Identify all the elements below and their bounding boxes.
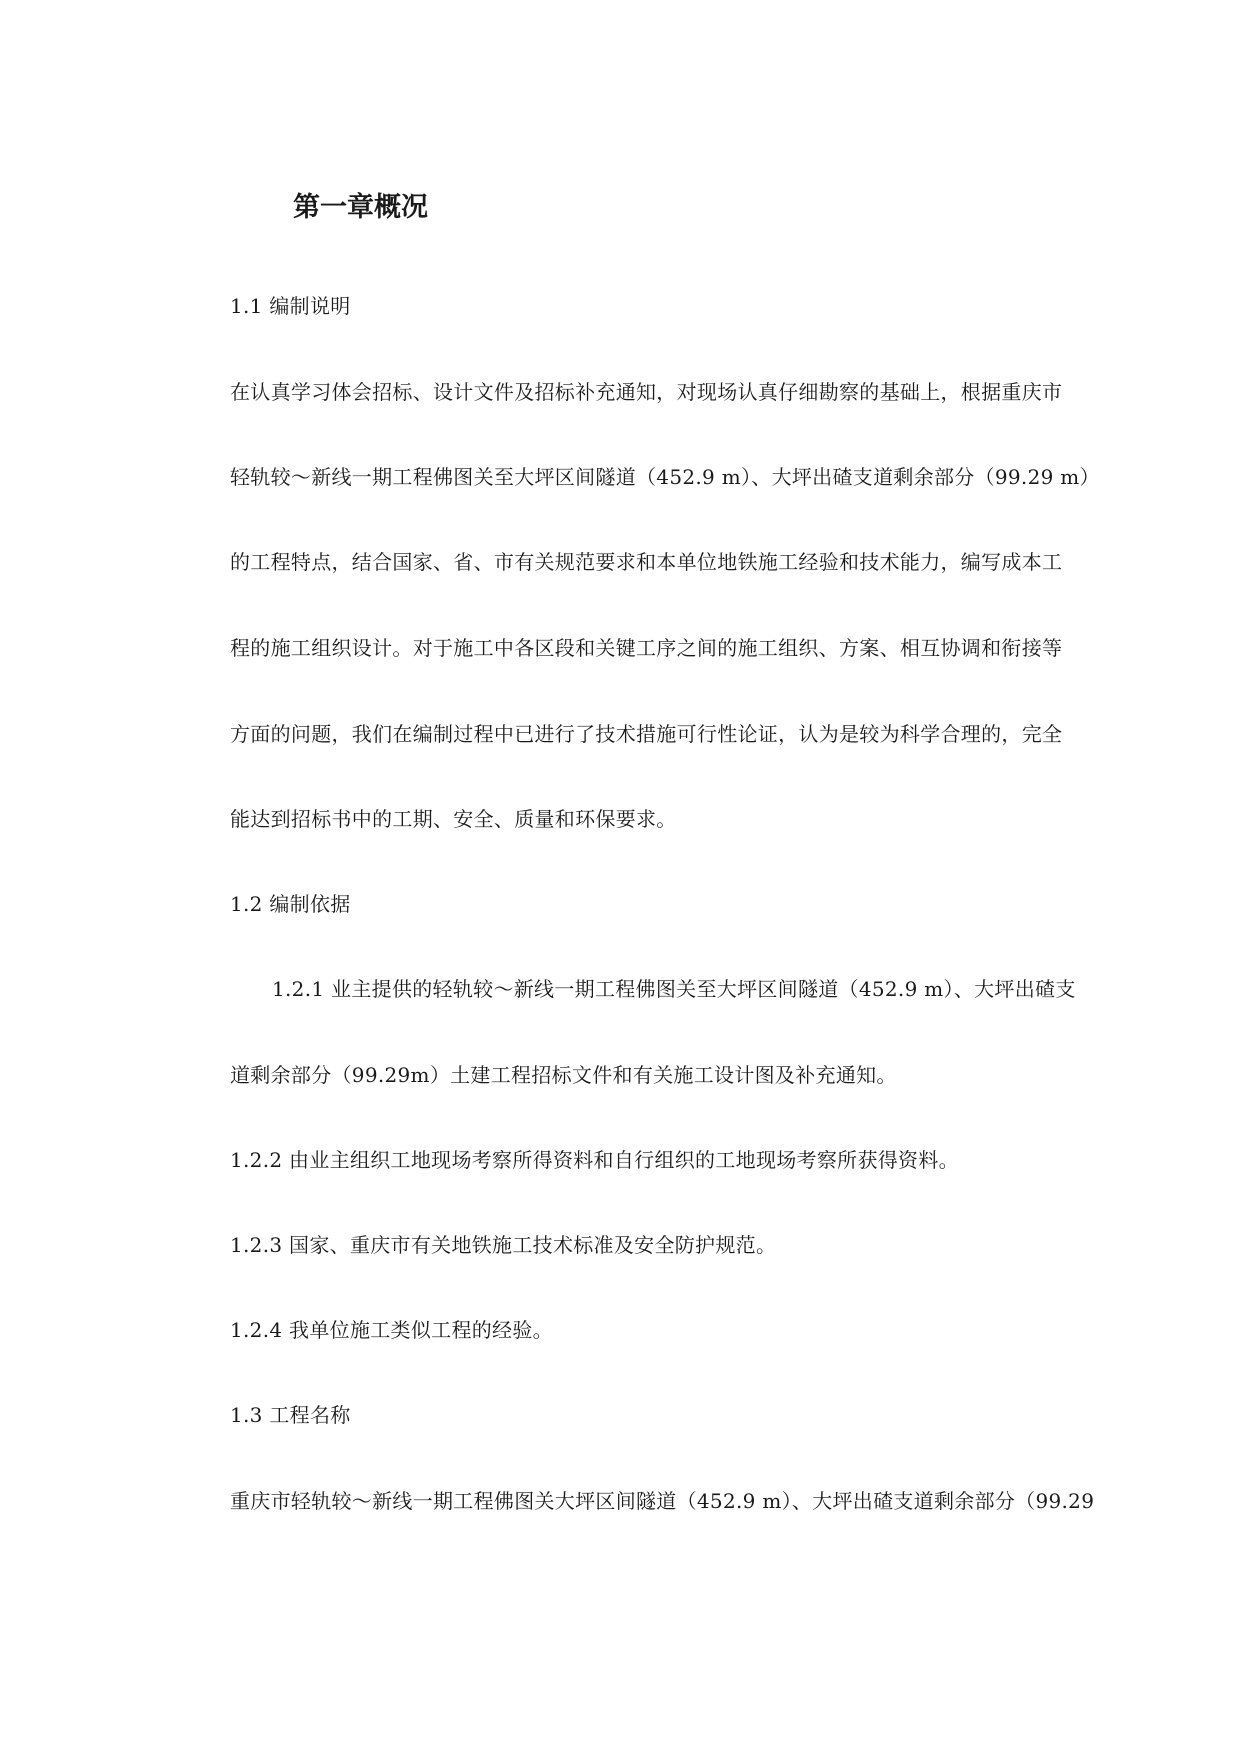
paragraph-line: 轻轨较～新线一期工程佛图关至大坪区间隧道（452.9 m）、大坪出碴支道剩余部分（99.29 m） [230,465,1100,489]
chapter-title: 第一章概况 [293,192,428,223]
paragraph-line: 方面的问题，我们在编制过程中已进行了技术措施可行性论证，认为是较为科学合理的，完全 [230,722,1063,746]
paragraph-line: 1.2.4 我单位施工类似工程的经验。 [230,1318,553,1342]
paragraph-line: 1.2.1 业主提供的轻轨较～新线一期工程佛图关至大坪区间隧道（452.9 m）、大坪出碴支 [272,977,1076,1001]
paragraph-line: 道剩余部分（99.29m）土建工程招标文件和有关施工设计图及补充通知。 [230,1063,897,1087]
paragraph-line: 能达到招标书中的工期、安全、质量和环保要求。 [230,807,677,831]
paragraph-line: 的工程特点，结合国家、省、市有关规范要求和本单位地铁施工经验和技术能力，编写成本工 [230,550,1063,574]
paragraph-line: 1.2.3 国家、重庆市有关地铁施工技术标准及安全防护规范。 [230,1233,777,1257]
paragraph-line: 1.2.2 由业主组织工地现场考察所得资料和自行组织的工地现场考察所获得资料。 [230,1148,959,1172]
paragraph-line: 在认真学习体会招标、设计文件及招标补充通知，对现场认真仔细勘察的基础上，根据重庆市 [230,380,1063,404]
section-heading-1-3: 1.3 工程名称 [230,1403,351,1427]
paragraph-line: 重庆市轻轨较～新线一期工程佛图关大坪区间隧道（452.9 m）、大坪出碴支道剩余部分（99.29 [230,1489,1095,1513]
section-heading-1-1: 1.1 编制说明 [230,294,351,318]
paragraph-line: 程的施工组织设计。对于施工中各区段和关键工序之间的施工组织、方案、相互协调和衔接等 [230,636,1063,660]
section-heading-1-2: 1.2 编制依据 [230,892,351,916]
